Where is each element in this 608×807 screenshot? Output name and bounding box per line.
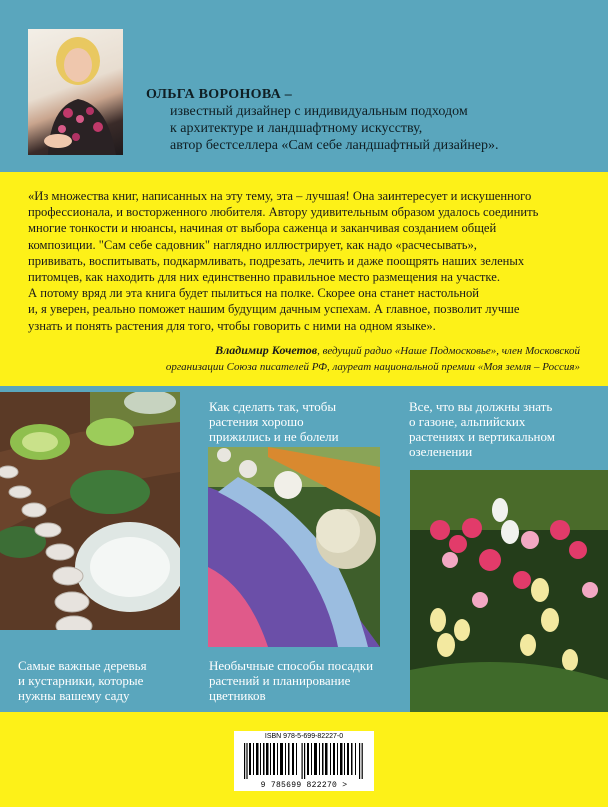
caption-line: Необычные способы посадки (209, 658, 374, 673)
author-bio-line: к архитектуре и ландшафтному искусству, (170, 121, 423, 136)
author-name: ОЛЬГА ВОРОНОВА – (146, 87, 293, 102)
caption-lawn (409, 399, 555, 459)
review-quote (28, 188, 588, 334)
barcode (234, 731, 374, 791)
quote-line: узнать и понять растения для того, чтобы говорить с ними на одном языке». (28, 318, 436, 333)
caption-line: прижились и не болели (209, 429, 339, 444)
flowerbed-spheres-photo (208, 447, 380, 647)
quote-line: питомцев, как находить для них единственно правильное место размещения на участке. (28, 270, 500, 285)
quote-line: профессионала, и восторженного любителя. Автору удивительным образом удалось соединить (28, 205, 539, 220)
caption-line: озеленении (409, 444, 473, 459)
reviewer-affiliation: организации Союза писателей РФ, лауреат национальной премии «Моя земля – Россия» (165, 361, 580, 373)
caption-line: цветников (209, 688, 266, 703)
caption-line: Все, что вы должны знать (409, 399, 553, 414)
quote-line: прививать, воспитывать, подкармливать, подрезать, лечить и даже поощрять наших зеленых (28, 253, 525, 268)
reviewer-title: , ведущий радио «Наше Подмосковье», член Московской (317, 345, 580, 357)
caption-line: о газоне, альпийских (409, 414, 526, 429)
caption-line: Как сделать так, чтобы (209, 399, 337, 414)
quote-line: А потому вряд ли эта книга будет пылиться на полке. Скорее она станет настольной (28, 286, 479, 301)
isbn-number: ISBN 978-5-699-82227-0 (264, 733, 344, 740)
signature-line (20, 342, 580, 359)
caption-line: Самые важные деревья (18, 658, 147, 673)
barcode-digits: 9 785699 822270 > (260, 781, 348, 790)
quote-line: композиции. "Сам себе садовник" наглядно иллюстрирует, как надо «расчесывать», (28, 237, 477, 252)
author-bio-line: автор бестселлера «Сам себе ландшафтный дизайнер». (170, 138, 499, 153)
caption-line: растения хорошо (209, 414, 304, 429)
caption-line: и кустарники, которые (18, 673, 144, 688)
quote-line: многие тонкости и нюансы, начиная от выбора саженца и заканчивая созданием общей (28, 221, 497, 236)
reviewer-name: Владимир Кочетов (215, 343, 318, 357)
caption-rooting (209, 399, 339, 444)
caption-trees (18, 658, 147, 703)
review-signature (20, 342, 580, 375)
caption-line: растений и планирование (209, 673, 351, 688)
caption-planting (209, 658, 373, 703)
caption-line: растениях и вертикальном (409, 429, 555, 444)
barcode-bars (244, 743, 364, 779)
author-bio-line: известный дизайнер с индивидуальным подходом (170, 104, 468, 119)
author-bio (146, 86, 586, 154)
quote-line: и, я уверен, реально поможет нашим будущим дачным успехам. А главное, позволит лучше (28, 302, 520, 317)
quote-line: «Из множества книг, написанных на эту тему, эта – лучшая! Она заинтересует и искушенного (28, 189, 532, 203)
garden-path-photo (0, 392, 180, 630)
caption-line: нужны вашему саду (18, 688, 130, 703)
snapdragon-photo (410, 470, 608, 712)
author-photo (28, 29, 123, 155)
